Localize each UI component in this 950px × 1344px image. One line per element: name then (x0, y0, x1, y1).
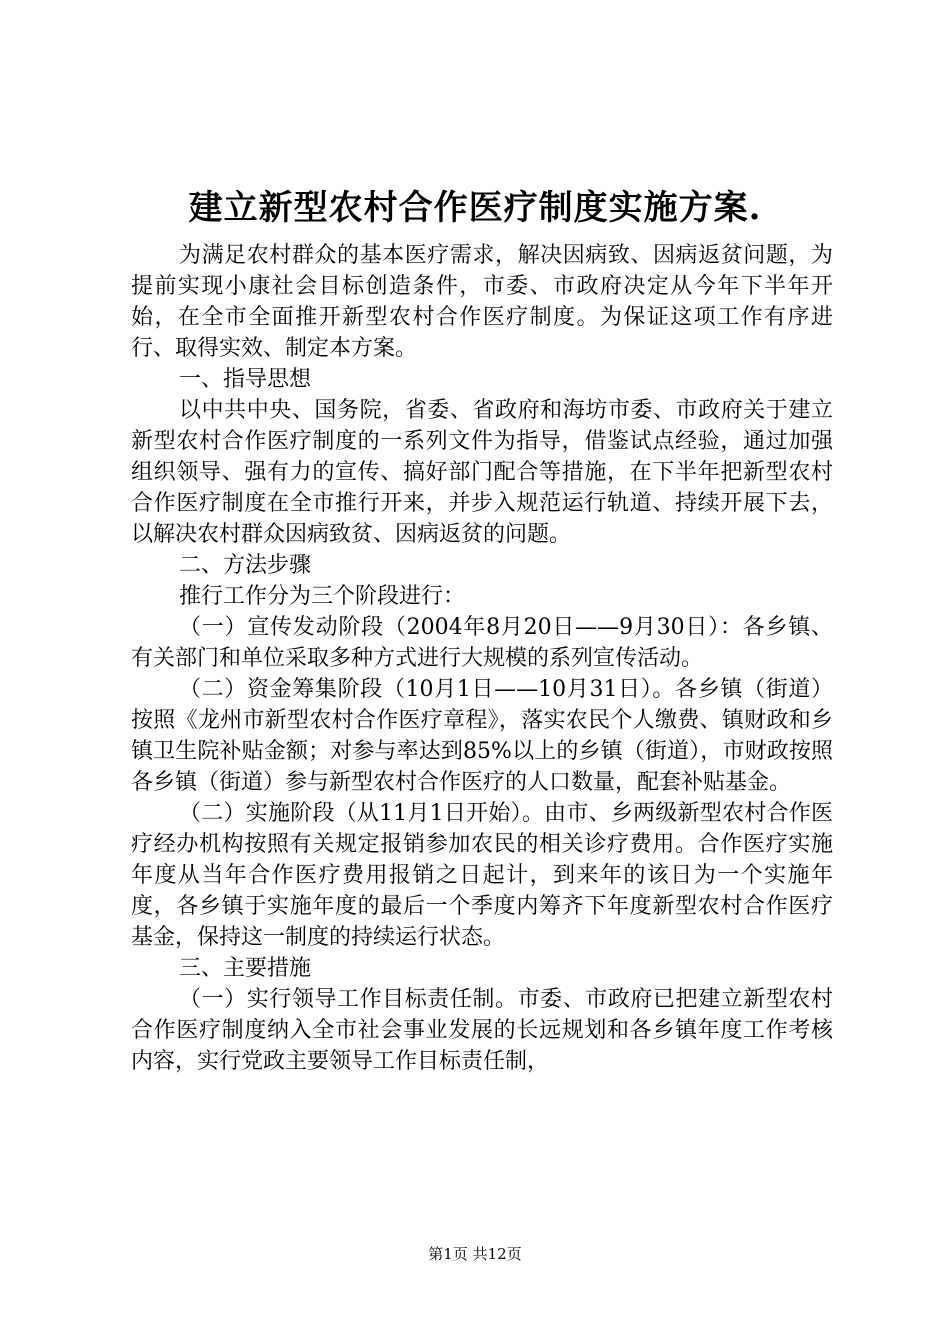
paragraph-stage-implementation: （二）实施阶段（从11月1日开始）。由市、乡两级新型农村合作医疗经办机构按照有关规定报销参加农民的相关诊疗费用。合作医疗实施年度从当年合作医疗费用报销之日起计，到来年的该日为一个实施年度，各乡镇于实施年度的最后一个季度内筹齐下年度新型农村合作医疗基金，保持这一制度的持续运行状态。 (131, 801, 833, 950)
section-heading-method-steps: 二、方法步骤 (179, 553, 312, 578)
section-heading-guiding-ideology: 一、指导思想 (179, 367, 312, 392)
paragraph-guiding-ideology: 以中共中央、国务院，省委、省政府和海坊市委、市政府关于建立新型农村合作医疗制度的一系列文件为指导，借鉴试点经验，通过加强组织领导、强有力的宣传、搞好部门配合等措施，在下半年把新型农村合作医疗制度在全市推行开来，并步入规范运行轨道、持续开展下去，以解决农村群众因病致贫、因病返贫的问题。 (131, 398, 833, 547)
document-body (131, 240, 833, 1077)
paragraph-leadership-responsibility: （一）实行领导工作目标责任制。市委、市政府已把建立新型农村合作医疗制度纳入全市社会事业发展的长远规划和各乡镇年度工作考核内容，实行党政主要领导工作目标责任制， (131, 987, 833, 1074)
paragraph-three-stages: 推行工作分为三个阶段进行： (179, 584, 466, 609)
section-heading-main-measures: 三、主要措施 (179, 956, 312, 981)
paragraph-intro: 为满足农村群众的基本医疗需求，解决因病致、因病返贫问题，为提前实现小康社会目标创造条件，市委、市政府决定从今年下半年开始，在全市全面推开新型农村合作医疗制度。为保证这项工作有序进行、取得实效、制定本方案。 (131, 243, 833, 361)
document-title: 建立新型农村合作医疗制度实施方案. (188, 188, 762, 228)
paragraph-stage-fundraising: （二）资金筹集阶段（10月1日——10月31日）。各乡镇（街道）按照《龙州市新型农村合作医疗章程》，落实农民个人缴费、镇财政和乡镇卫生院补贴金额；对参与率达到85%以上的乡镇（街道），市财政按照各乡镇（街道）参与新型农村合作医疗的人口数量，配套补贴基金。 (131, 677, 833, 795)
paragraph-stage-publicity: （一）宣传发动阶段（2004年8月20日——9月30日）：各乡镇、有关部门和单位采取多种方式进行大规模的系列宣传活动。 (131, 615, 833, 671)
page-number: 第1页 共12页 (428, 1245, 522, 1263)
